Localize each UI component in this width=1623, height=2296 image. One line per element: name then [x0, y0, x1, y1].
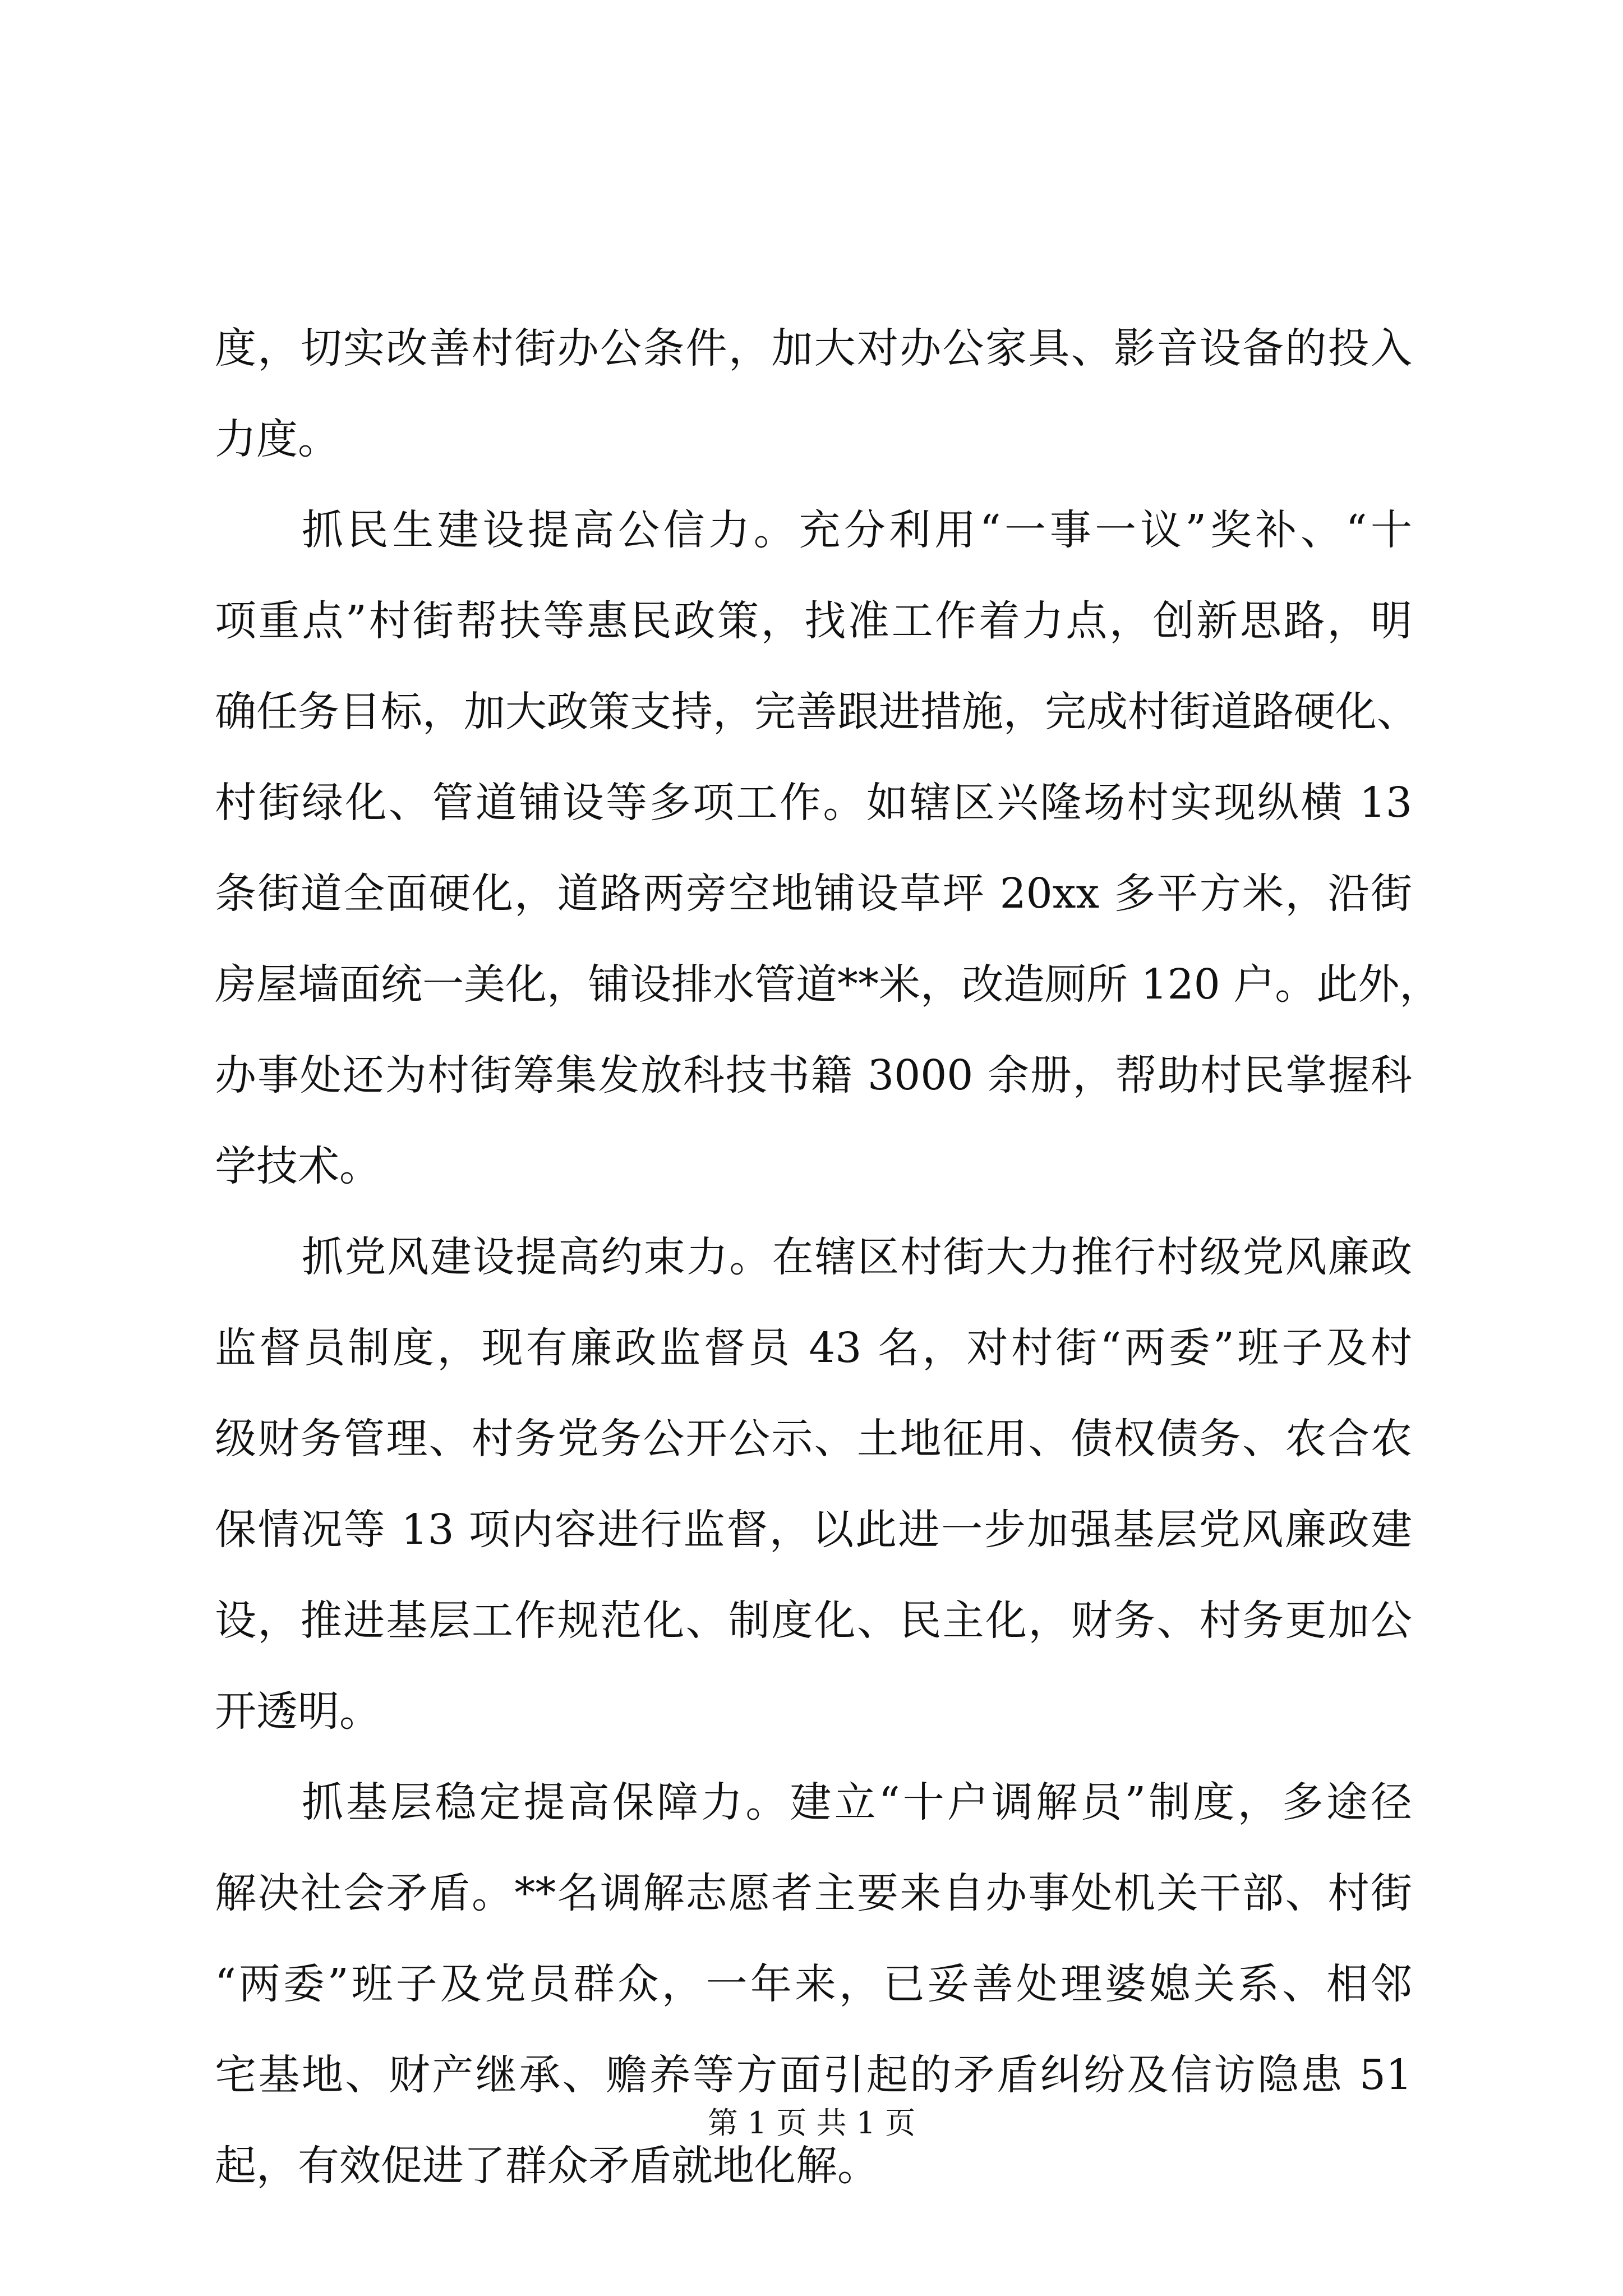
page-footer: 第 1 页 共 1 页 — [707, 2105, 916, 2141]
text-line: 监督员制度，现有廉政监督员 43 名，对村街“两委”班子及村 — [215, 1324, 1412, 1372]
document-body — [215, 303, 1441, 2211]
text-line: 设，推进基层工作规范化、制度化、民主化，财务、村务更加公 — [215, 1596, 1412, 1645]
text-line: 级财务管理、村务党务公开公示、土地征用、债权债务、农合农 — [215, 1415, 1412, 1463]
text-line: 村街绿化、管道铺设等多项工作。如辖区兴隆场村实现纵横 13 — [215, 779, 1412, 827]
text-line: 起，有效促进了群众矛盾就地化解。 — [215, 2142, 879, 2190]
text-line: 开透明。 — [215, 1687, 381, 1736]
text-line: 确任务目标，加大政策支持，完善跟进措施，完成村街道路硬化、 — [215, 688, 1418, 736]
text-line: 宅基地、财产继承、赡养等方面引起的矛盾纠纷及信访隐患 51 — [215, 2051, 1412, 2099]
text-line: 学技术。 — [215, 1142, 381, 1190]
text-line: 抓基层稳定提高保障力。建立“十户调解员”制度，多途径 — [302, 1778, 1412, 1826]
text-line: 办事处还为村街筹集发放科技书籍 3000 余册，帮助村民掌握科 — [215, 1051, 1412, 1099]
text-line: 保情况等 13 项内容进行监督，以此进一步加强基层党风廉政建 — [215, 1506, 1412, 1554]
text-line: 房屋墙面统一美化，铺设排水管道**米，改造厕所 120 户。此外， — [215, 960, 1441, 1009]
text-line: 解决社会矛盾。**名调解志愿者主要来自办事处机关干部、村街 — [215, 1869, 1412, 1917]
text-line: “两委”班子及党员群众，一年来，已妥善处理婆媳关系、相邻 — [215, 1960, 1412, 2008]
text-line: 力度。 — [215, 415, 339, 463]
text-line: 项重点”村街帮扶等惠民政策，找准工作着力点，创新思路，明 — [215, 597, 1412, 645]
text-line: 条街道全面硬化，道路两旁空地铺设草坪 20xx 多平方米，沿街 — [215, 869, 1412, 918]
text-line: 抓党风建设提高约束力。在辖区村街大力推行村级党风廉政 — [302, 1233, 1412, 1281]
text-line: 抓民生建设提高公信力。充分利用“一事一议”奖补、“十 — [302, 506, 1412, 554]
text-line: 度，切实改善村街办公条件，加大对办公家具、影音设备的投入 — [215, 324, 1412, 372]
